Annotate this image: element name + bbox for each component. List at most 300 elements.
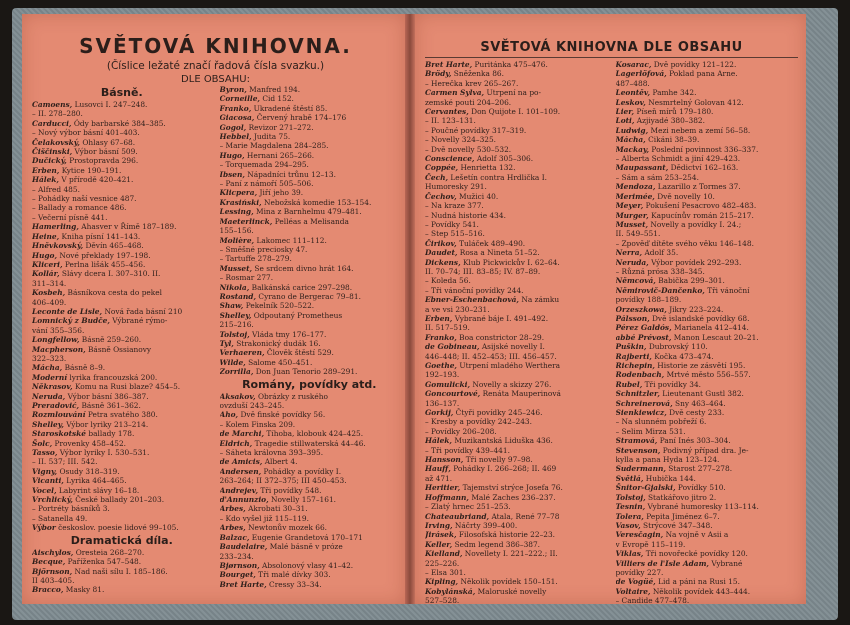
entry-author: Hoffmann, xyxy=(425,492,469,502)
index-entry xyxy=(220,339,400,348)
entry-author: Murger, xyxy=(615,210,649,220)
index-entry xyxy=(616,267,799,276)
entry-title: Tuláček 489–490. xyxy=(456,238,526,248)
book-spine-gutter xyxy=(405,14,415,604)
index-entry xyxy=(616,333,799,342)
entry-title: 322–323. xyxy=(32,353,67,363)
entry-title: Malé básně v próze xyxy=(267,542,343,552)
entry-author: Vrchlický, xyxy=(32,495,73,505)
entry-title: – Rosmar 277. xyxy=(219,273,274,283)
index-entry xyxy=(616,370,799,379)
content-heading: DLE OBSAHU: xyxy=(181,74,250,85)
index-entry xyxy=(32,548,212,557)
page-title: SVĚTOVÁ KNIHOVNA. xyxy=(79,34,352,58)
entry-title: Lazarillo z Tormes 37. xyxy=(655,182,741,192)
entry-title: Básně 8–9. xyxy=(62,363,106,373)
index-entry xyxy=(616,427,799,436)
index-entry xyxy=(616,530,799,539)
entry-title: Paní Inés 303–304. xyxy=(657,436,731,446)
entry-author: Maupassant, xyxy=(615,163,669,173)
index-entry xyxy=(425,399,608,408)
index-entry xyxy=(616,248,799,257)
index-entry xyxy=(425,361,608,370)
entry-author: Veresčagin, xyxy=(615,530,664,540)
index-entry xyxy=(32,576,212,585)
index-entry xyxy=(616,446,799,455)
index-entry xyxy=(425,436,608,445)
entry-author: de Gobineau, xyxy=(425,342,480,352)
index-entry xyxy=(32,175,212,184)
entry-title: Tři malé dívky 303. xyxy=(255,570,331,580)
entry-title: Novelly a skizzy 276. xyxy=(470,379,552,389)
index-entry xyxy=(616,258,799,267)
entry-title: Utrpení na po- xyxy=(484,88,541,98)
entry-author: Tolstoj, xyxy=(219,329,250,339)
entry-title: II 403–405. xyxy=(32,575,75,585)
entry-title: Dvě povídky 121–122. xyxy=(651,60,737,69)
index-entry xyxy=(220,207,400,216)
index-entry xyxy=(220,198,400,207)
entry-title: Don Quijote I. 101–109. xyxy=(468,107,561,117)
entry-author: Pérez Galdós, xyxy=(615,323,672,333)
entry-author: Giacosa, xyxy=(219,113,255,123)
entry-title: Vybrané báje I. 491–492. xyxy=(452,313,549,323)
entry-title: až 471. xyxy=(425,473,453,483)
index-entry xyxy=(32,269,212,278)
entry-author: Erben, xyxy=(32,165,60,175)
index-entry xyxy=(616,587,799,596)
entry-author: Meyer, xyxy=(615,201,644,211)
index-entry xyxy=(616,323,799,332)
entry-author: Nerra, xyxy=(615,248,643,258)
entry-author: Kollár, xyxy=(32,269,60,279)
entry-title: Nesmrtelný Golovan 412. xyxy=(645,97,744,107)
index-entry xyxy=(425,116,608,125)
index-entry xyxy=(425,342,608,351)
entry-title: Dubrovský 110. xyxy=(646,342,708,352)
index-entry xyxy=(32,514,212,523)
index-entry xyxy=(616,436,799,445)
index-entry xyxy=(220,348,400,357)
index-entry xyxy=(425,163,608,172)
entry-author: Carducci, xyxy=(32,118,72,128)
index-entry xyxy=(425,229,608,238)
entry-title: Balkánská carice 297–298. xyxy=(249,282,353,292)
subtitle-note: (Číslice ležaté značí řadová čísla svazku.) xyxy=(106,60,325,72)
entry-title: Strýcové 347–348. xyxy=(640,520,713,530)
left-page xyxy=(22,14,405,604)
entry-title: Historie ze zásvětí 195. xyxy=(654,361,746,370)
index-entry xyxy=(32,156,212,165)
entry-title: Jikry 223–224. xyxy=(666,304,724,314)
index-entry xyxy=(220,439,400,448)
entry-title: – II. 537; III. 542. xyxy=(32,457,98,467)
entry-title: – Koleda 56. xyxy=(425,276,471,286)
index-entry xyxy=(32,100,212,109)
entry-title: Výbor básní 509. xyxy=(72,147,138,157)
index-entry xyxy=(220,448,400,457)
index-entry xyxy=(425,211,608,220)
entry-title: 311–314. xyxy=(32,278,67,288)
entry-author: Čiščinski, xyxy=(32,147,73,157)
index-entry xyxy=(32,138,212,147)
entry-title: Dědictví 162–163. xyxy=(668,163,739,173)
index-entry xyxy=(220,580,400,589)
index-entry xyxy=(425,380,608,389)
section-heading-drama: Dramatická díla. xyxy=(70,533,173,547)
entry-title: Člověk štěstí 529. xyxy=(264,348,334,358)
index-entry xyxy=(220,188,400,197)
index-entry xyxy=(425,79,608,88)
entry-title: – Tři vánoční povídky 244. xyxy=(425,285,524,295)
entry-author: Goethe, xyxy=(425,361,458,370)
index-entry xyxy=(616,380,799,389)
entry-title: 225–226. xyxy=(425,558,460,568)
index-entry xyxy=(32,585,212,594)
entry-author: Schreinerová, xyxy=(615,398,673,408)
entry-title: Utrpení mladého Werthera xyxy=(457,361,561,370)
index-entry xyxy=(425,587,608,596)
index-entry xyxy=(425,512,608,521)
index-entry xyxy=(32,420,212,429)
entry-title: – II. 278–280. xyxy=(32,109,83,119)
index-entry xyxy=(616,417,799,426)
entry-author: Moderní xyxy=(32,372,68,382)
entry-author: Hugo, xyxy=(219,150,245,160)
entry-title: Pohádky a povídky I. xyxy=(261,466,342,476)
entry-title: Salome 450–451. xyxy=(245,357,313,367)
entry-title: Pepita Jiménez 6–7. xyxy=(643,511,720,521)
entry-title: Paříženka 547–548. xyxy=(65,557,142,567)
index-entry xyxy=(32,298,212,307)
entry-title: Osudy 318–319. xyxy=(57,466,120,476)
entry-title: – Kdo vyšel již 115–119. xyxy=(219,513,309,523)
entry-author: Erben, xyxy=(425,313,453,323)
index-entry xyxy=(32,232,212,241)
entry-title: Poslední povinnost 336–337. xyxy=(649,144,759,154)
entry-title: – Paní z námoří 505–506. xyxy=(219,179,314,189)
entry-title: – Tři povídky 439–441. xyxy=(425,445,510,455)
section-heading-poems: Básně. xyxy=(100,86,143,99)
entry-title: kylla a pana Hyda 123–124. xyxy=(615,455,720,465)
index-entry xyxy=(425,568,608,577)
index-entry xyxy=(425,192,608,201)
index-entry xyxy=(425,446,608,455)
index-entry xyxy=(220,514,400,523)
entry-author: Baudelaire, xyxy=(219,542,268,552)
entry-title: Dvě cesty 233. xyxy=(666,408,725,418)
index-entry xyxy=(220,330,400,339)
entry-title: Puritánka 475–476. xyxy=(472,60,548,69)
index-entry xyxy=(32,166,212,175)
entry-author: Musset, xyxy=(615,219,649,229)
index-entry xyxy=(616,568,799,577)
entry-title: Pokušení Pesacrovo 482–483. xyxy=(643,201,757,211)
entry-title: Newtonův mozek 66. xyxy=(245,523,328,533)
entry-title: Pekelník 520–522. xyxy=(243,301,315,311)
index-entry xyxy=(616,483,799,492)
index-entry xyxy=(616,549,799,558)
index-entry xyxy=(220,476,400,485)
entry-title: – Zlatý hrnec 251–253. xyxy=(425,502,511,512)
index-entry xyxy=(425,276,608,285)
entry-author: Tesnin, xyxy=(615,502,646,512)
entry-title: Humoresky 291. xyxy=(425,182,487,192)
entry-title: Lakomec 111–112. xyxy=(254,235,327,245)
entry-author: Hálek, xyxy=(32,175,59,185)
entry-title: Rosa a Nineta 51–52. xyxy=(457,248,540,258)
entry-title: Eugenie Grandetová 170–171 xyxy=(249,532,363,542)
entry-title: Adolf 305–306. xyxy=(474,154,534,164)
entry-author: Richepin, xyxy=(615,361,655,370)
entry-title: II. 70–74; III. 83–85; IV. 87–89. xyxy=(425,266,541,276)
entry-author: Goncourtové, xyxy=(425,389,481,399)
entry-author: Byron, xyxy=(219,85,247,94)
index-entry xyxy=(425,502,608,511)
index-entry xyxy=(616,107,799,116)
entry-title: Čtyři povídky 245–246. xyxy=(453,408,543,418)
entry-author: Vigny, xyxy=(32,466,58,476)
entry-author: Cervantes, xyxy=(425,107,469,117)
entry-author: Ludwig, xyxy=(615,125,649,135)
entry-author: Heritier, xyxy=(425,483,461,493)
index-entry xyxy=(220,236,400,245)
entry-title: – Torquemada 294–295. xyxy=(219,160,309,170)
entry-title: – Povídky 541. xyxy=(425,219,479,229)
entry-title: Kočka 473–474. xyxy=(651,351,714,361)
entry-title: Výbor lyriky 213–214. xyxy=(63,419,149,429)
entry-title: – II. 123–131. xyxy=(425,116,476,126)
index-entry xyxy=(32,429,212,438)
entry-author: Šolc, xyxy=(32,438,53,448)
index-entry xyxy=(425,60,608,69)
entry-title: Tři novelly 97–98. xyxy=(463,455,533,465)
entry-title: Nová řada básní 210 xyxy=(102,306,183,316)
entry-author: Rostand, xyxy=(219,291,257,301)
entry-title: Nápadníci trůnu 12–13. xyxy=(244,169,336,179)
index-entry xyxy=(220,217,400,226)
index-entry xyxy=(32,194,212,203)
entry-title: – Poučné povídky 317–319. xyxy=(425,125,527,135)
entry-title: Petra svatého 380. xyxy=(85,410,158,420)
entry-author: Staroskotské xyxy=(32,429,86,439)
entry-author: d'Annunzio, xyxy=(219,495,269,505)
entry-author: Puškin, xyxy=(615,342,647,352)
index-entry xyxy=(32,523,212,532)
entry-title: Malorusk​é novelly xyxy=(475,586,547,596)
index-entry xyxy=(425,220,608,229)
entry-title: Atala, René 77–78 xyxy=(489,511,560,521)
index-entry xyxy=(220,486,400,495)
index-entry xyxy=(425,455,608,464)
index-entry xyxy=(425,493,608,502)
entry-title: Ódy barbarské 384–385. xyxy=(71,118,166,128)
index-entry xyxy=(32,410,212,419)
entry-author: Maeterlinck, xyxy=(219,216,273,226)
entry-title: Odpoutaný Prometheus xyxy=(251,310,343,320)
entry-author: Hauff, xyxy=(425,464,451,474)
entry-author: Bracco, xyxy=(32,585,64,595)
entry-title: Nebožská komedie 153–154. xyxy=(261,197,372,207)
index-entry xyxy=(425,417,608,426)
entry-author: de Vogüé, xyxy=(615,577,656,587)
entry-title: 446–448; II. 452–453; III. 456–457. xyxy=(425,351,557,361)
entry-title: – Sám a sám 253–254. xyxy=(615,172,699,182)
index-entry xyxy=(425,88,608,97)
entry-author: Rozmlouvání xyxy=(32,410,86,420)
index-entry xyxy=(32,213,212,222)
entry-title: Kytice 190–191. xyxy=(59,165,122,175)
index-entry xyxy=(616,559,799,568)
index-entry xyxy=(32,119,212,128)
index-entry xyxy=(32,203,212,212)
entry-author: Shelley, xyxy=(219,310,252,320)
index-entry xyxy=(32,335,212,344)
index-entry xyxy=(32,316,212,325)
entry-title: Perlna lišák 455–456. xyxy=(62,259,146,269)
entry-title: Básně 259–260. xyxy=(79,335,142,345)
entry-author: Loti, xyxy=(615,116,635,126)
entry-author: Gogol, xyxy=(219,122,247,132)
entry-author: Nikola, xyxy=(219,282,250,292)
entry-author: Jirásek, xyxy=(425,530,457,540)
entry-author: Franko, xyxy=(425,332,457,342)
entry-title: Manfred 194. xyxy=(246,85,301,94)
entry-author: Franko, xyxy=(219,103,252,113)
entry-title: v Evropě 115–119. xyxy=(615,539,686,549)
entry-title: Podivný případ dra. Je- xyxy=(660,445,749,455)
index-entry xyxy=(32,326,212,335)
index-entry xyxy=(616,540,799,549)
index-entry xyxy=(425,126,608,135)
entry-author: Šnitor-Gjalski, xyxy=(615,483,676,493)
title-rule xyxy=(425,57,798,58)
entry-title: – Nový výbor básní 401–403. xyxy=(32,128,140,138)
index-entry xyxy=(32,241,212,250)
entry-author: de Amicis, xyxy=(219,457,263,467)
index-entry xyxy=(32,373,212,382)
entry-title: Masky 81. xyxy=(63,585,105,595)
index-entry xyxy=(32,448,212,457)
entry-title: Azjiyadé 380–382. xyxy=(634,116,705,126)
entry-author: Balzac, xyxy=(219,532,250,542)
entry-author: Čirikov, xyxy=(425,238,457,248)
index-entry xyxy=(220,495,400,504)
right-column-2 xyxy=(616,60,799,604)
entry-author: Hamerling, xyxy=(32,222,79,232)
entry-author: Hebbel, xyxy=(219,132,252,142)
index-entry xyxy=(220,160,400,169)
entry-title: Děvín 465–468. xyxy=(83,241,144,251)
entry-author: Daudet, xyxy=(425,248,458,258)
entry-author: Tyl, xyxy=(219,338,234,348)
entry-author: Corneille, xyxy=(219,94,260,104)
index-entry xyxy=(616,135,799,144)
entry-title: Cid 152. xyxy=(259,94,294,104)
entry-author: Kipling, xyxy=(425,577,459,587)
index-entry xyxy=(32,567,212,576)
entry-title: Tři novořecké povídky 120. xyxy=(643,549,748,559)
index-entry xyxy=(32,457,212,466)
entry-author: Stevenson, xyxy=(615,445,661,455)
entry-author: Coppée, xyxy=(425,163,459,173)
entry-title: 155–156. xyxy=(219,226,254,236)
index-entry xyxy=(220,132,400,141)
entry-author: Mendoza, xyxy=(615,182,656,192)
entry-title: Sny 463–464. xyxy=(672,398,726,408)
index-entry xyxy=(220,420,400,429)
entry-title: 136–137. xyxy=(425,398,460,408)
entry-title: Básníkova cesta do pekel xyxy=(65,288,163,298)
entry-author: Kosbeh, xyxy=(32,288,66,298)
index-entry xyxy=(616,154,799,163)
entry-author: Pálsson, xyxy=(615,313,650,323)
index-entry xyxy=(616,455,799,464)
index-entry xyxy=(425,530,608,539)
index-entry xyxy=(616,88,799,97)
index-entry xyxy=(616,521,799,530)
index-entry xyxy=(425,474,608,483)
entry-title: – Satanella 49. xyxy=(32,513,88,523)
entry-title: Prostopravda 296. xyxy=(66,156,139,166)
entry-title: Pamhe 342. xyxy=(650,88,697,98)
entry-title: Komu na Rusi blaze? 454–5. xyxy=(72,382,181,392)
entry-author: Vicanti, xyxy=(32,476,64,486)
index-entry xyxy=(616,145,799,154)
index-entry xyxy=(616,399,799,408)
entry-author: Gomulicki, xyxy=(425,379,471,389)
index-entry xyxy=(220,292,400,301)
index-entry xyxy=(616,192,799,201)
index-entry xyxy=(425,427,608,436)
index-entry xyxy=(425,69,608,78)
index-entry xyxy=(220,311,400,320)
entry-author: Hálek, xyxy=(425,436,452,446)
entry-title: Jiří jeho 39. xyxy=(257,188,304,198)
entry-author: Heine, xyxy=(32,231,60,241)
entry-title: Na vojně v Asii a xyxy=(663,530,729,540)
index-entry xyxy=(425,389,608,398)
entry-title: vání 355–356. xyxy=(32,325,85,335)
entry-author: Kobylánská, xyxy=(425,586,476,596)
index-entry xyxy=(220,264,400,273)
index-entry xyxy=(32,260,212,269)
index-entry xyxy=(220,429,400,438)
entry-title: Cyrano de Bergerac 79–81. xyxy=(256,291,361,301)
index-entry xyxy=(616,79,799,88)
entry-title: Tíhoba, klobouk 424–425. xyxy=(264,429,364,439)
index-entry xyxy=(616,98,799,107)
entry-author: Wilde, xyxy=(219,357,246,367)
entry-title: Tajemství strýce Josefa 76. xyxy=(460,483,563,493)
entry-author: Ibsen, xyxy=(219,169,245,179)
index-entry xyxy=(32,185,212,194)
entry-author: Rajberti, xyxy=(615,351,652,361)
entry-author: Björnson, xyxy=(32,566,73,576)
entry-title: Tragedie stillwaterská 44–46. xyxy=(252,438,366,448)
entry-title: Povídky 510. xyxy=(675,483,726,493)
index-entry xyxy=(616,163,799,172)
entry-author: Carmen Sylva, xyxy=(425,88,485,98)
entry-author: Bjørnson, xyxy=(219,560,260,570)
entry-author: Preradović, xyxy=(32,401,80,410)
entry-title: – Selim Mirza 531. xyxy=(615,426,686,436)
right-page xyxy=(415,14,806,604)
entry-title: Oresteia 268–270. xyxy=(73,547,145,557)
entry-title: Slávy dcera I. 307–310. II. xyxy=(59,269,161,279)
entry-title: Mrtvé město 556–557. xyxy=(664,370,751,380)
entry-title: – Alberta Schmidt a jiní 429–423. xyxy=(615,154,741,164)
